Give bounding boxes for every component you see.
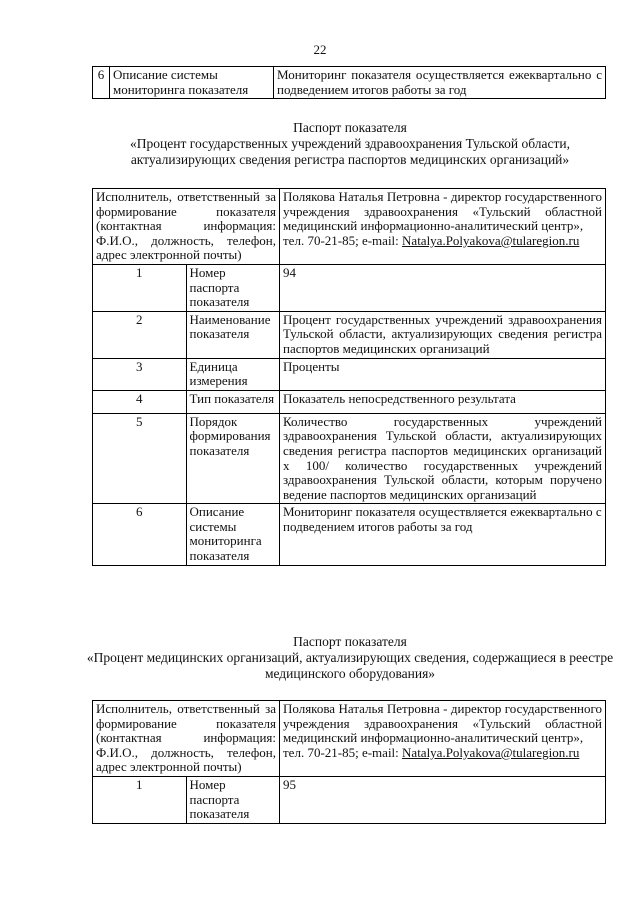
row-number: 2 [93, 311, 187, 358]
executor-label: Исполнитель, ответственный за формирование показателя (контактная информация: Ф.И.О., должность, телефон, адрес электронной почты) [93, 189, 280, 265]
row-value: Количество государственных учреждений здравоохранения Тульской области, актуализирующих сведения регистра паспортов медицинских организаций x 100/ количество государственных учреждений здравоохранения Тульской области, которым поручено ведение паспортов медицинских организаций [280, 413, 606, 504]
table-row [93, 358, 606, 390]
executor-phone: тел. 70-21-85; e-mail: [283, 232, 403, 248]
row-value: Мониторинг показателя осуществляется ежеквартально с подведением итогов работы за год [280, 504, 606, 565]
row-label: Единица измерения [186, 358, 280, 390]
executor-label: Исполнитель, ответственный за формирование показателя (контактная информация: Ф.И.О., должность, телефон, адрес электронной почты) [93, 701, 280, 777]
row-number: 4 [93, 390, 187, 413]
row-label: Описание системы мониторинга показателя [110, 67, 274, 99]
row-value: Проценты [280, 358, 606, 390]
table-row [93, 413, 606, 504]
table-row [93, 776, 606, 823]
table-row [93, 390, 606, 413]
passport2-table [92, 700, 606, 824]
row-label: Тип показателя [186, 390, 280, 413]
executor-row [93, 701, 606, 777]
table-row [93, 504, 606, 565]
row-value: 94 [280, 264, 606, 311]
row-number: 6 [93, 504, 187, 565]
row-number: 3 [93, 358, 187, 390]
executor-phone: тел. 70-21-85; e-mail: [283, 744, 403, 760]
row-value: Показатель непосредственного результата [280, 390, 606, 413]
executor-text: Полякова Наталья Петровна - директор государственного учреждения здравоохранения «Тульский областной медицинский информационно-аналитический центр», [283, 701, 602, 746]
executor-value [280, 701, 606, 777]
passport1-table [92, 188, 606, 566]
row-value: 95 [280, 776, 606, 823]
executor-email-link[interactable]: Natalya.Polyakova@tularegion.ru [402, 744, 580, 760]
table-row [93, 311, 606, 358]
row-value: Мониторинг показателя осуществляется ежеквартально с подведением итогов работы за год [274, 67, 606, 99]
passport2-title: «Процент медицинских организаций, актуализирующих сведения, содержащиеся в реестре медицинского оборудования» [86, 650, 614, 681]
row-label: Порядок формирования показателя [186, 413, 280, 504]
row-value: Процент государственных учреждений здравоохранения Тульской области, актуализирующих сведения регистра паспортов медицинских организаций [280, 311, 606, 358]
table-row [93, 264, 606, 311]
passport1-heading: Паспорт показателя [293, 120, 407, 135]
passport1-title: «Процент государственных учреждений здравоохранения Тульской области, актуализирующих сведения регистра паспортов медицинских организаций» [130, 136, 570, 167]
row-label: Наименование показателя [186, 311, 280, 358]
executor-value [280, 189, 606, 265]
row-number: 6 [93, 67, 110, 99]
row-label: Номер паспорта показателя [186, 264, 280, 311]
page-number: 22 [313, 42, 327, 57]
row-number: 1 [93, 264, 187, 311]
row-number: 5 [93, 413, 187, 504]
table-row [93, 67, 606, 99]
row-number: 1 [93, 776, 187, 823]
executor-row [93, 189, 606, 265]
row-label: Описание системы мониторинга показателя [186, 504, 280, 565]
top-table [92, 66, 606, 99]
row-label: Номер паспорта показателя [186, 776, 280, 823]
executor-text: Полякова Наталья Петровна - директор государственного учреждения здравоохранения «Тульский областной медицинский информационно-аналитический центр», [283, 189, 602, 234]
executor-email-link[interactable]: Natalya.Polyakova@tularegion.ru [402, 232, 580, 248]
passport2-heading: Паспорт показателя [293, 634, 407, 649]
